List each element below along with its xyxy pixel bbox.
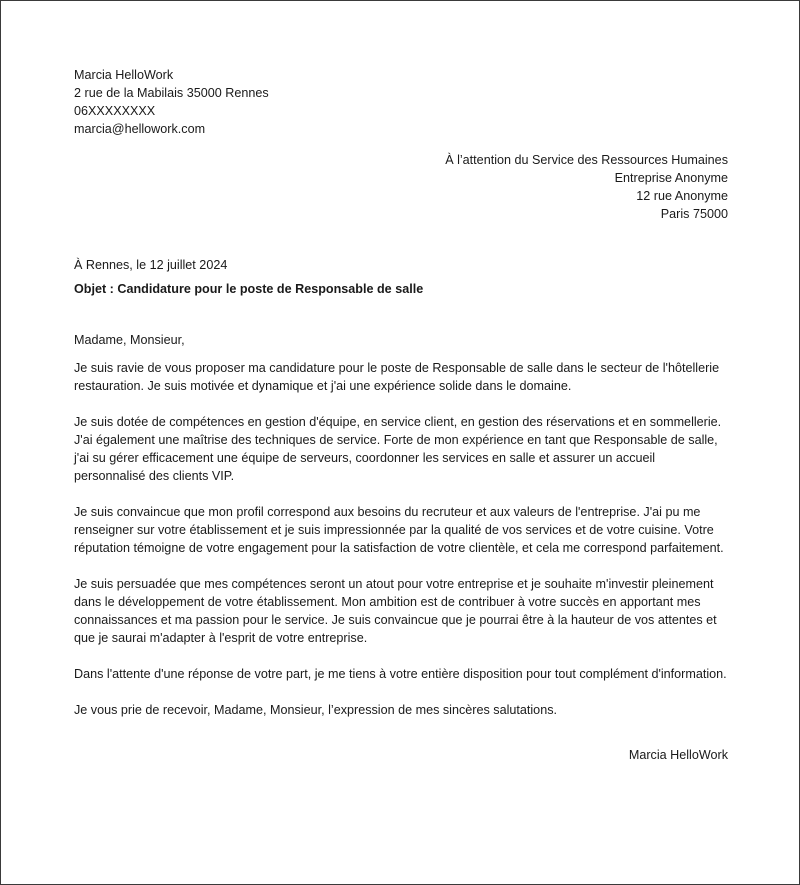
letter-date: À Rennes, le 12 juillet 2024: [74, 258, 228, 272]
body-paragraph-1: Je suis ravie de vous proposer ma candidature pour le poste de Responsable de salle dans le secteur de l'hôtellerie restauration. Je suis motivée et dynamique et j'ai une expérience solide dans le domaine.: [74, 361, 720, 393]
letter-salutation: Madame, Monsieur,: [74, 333, 185, 347]
sender-email: marcia@hellowork.com: [74, 122, 206, 136]
letter-signature: Marcia HelloWork: [628, 748, 728, 762]
sender-block: [74, 66, 728, 138]
sender-name: Marcia HelloWork: [74, 68, 174, 82]
sender-phone: 06XXXXXXXX: [74, 104, 156, 118]
body-paragraph-3: Je suis convaincue que mon profil correspond aux besoins du recruteur et aux valeurs de l'entreprise. J'ai pu me renseigner sur votre établissement et je suis impressionnée par la qualité de vos services et de votre cuisine. Votre réputation témoigne de votre engagement pour la satisfaction de votre clientèle, et cela me correspond parfaitement.: [74, 505, 724, 555]
body-paragraph-2: Je suis dotée de compétences en gestion d'équipe, en service client, en gestion des réservations et en sommellerie. J'ai également une maîtrise des techniques de service. Forte de mon expérience en tant que Responsable de salle, j'ai su gérer efficacement une équipe de serveurs, coordonner les services en salle et assurer un accueil personnalisé des clients VIP.: [74, 415, 722, 483]
body-paragraph-5: Dans l'attente d'une réponse de votre part, je me tiens à votre entière disposition pour tout complément d'information.: [74, 667, 727, 681]
sender-address: 2 rue de la Mabilais 35000 Rennes: [74, 86, 269, 100]
recipient-attention: À l’attention du Service des Ressources Humaines: [445, 153, 728, 167]
letter-closing: Je vous prie de recevoir, Madame, Monsieur, l’expression de mes sincères salutations.: [74, 703, 557, 717]
body-paragraph-4: Je suis persuadée que mes compétences seront un atout pour votre entreprise et je souhaite m'investir pleinement dans le développement de votre établissement. Mon ambition est de contribuer à votre succès en apportant mes connaissances et ma passion pour le service. Je suis convaincue que je pourrai être à la hauteur de vos attentes et que je saurai m'adapter à l'esprit de votre entreprise.: [74, 577, 717, 645]
letter-subject: Objet : Candidature pour le poste de Responsable de salle: [74, 282, 424, 296]
recipient-block: [74, 151, 728, 223]
letter-content: [74, 66, 728, 764]
recipient-company: Entreprise Anonyme: [614, 171, 728, 185]
recipient-city: Paris 75000: [660, 207, 728, 221]
recipient-street: 12 rue Anonyme: [636, 189, 728, 203]
